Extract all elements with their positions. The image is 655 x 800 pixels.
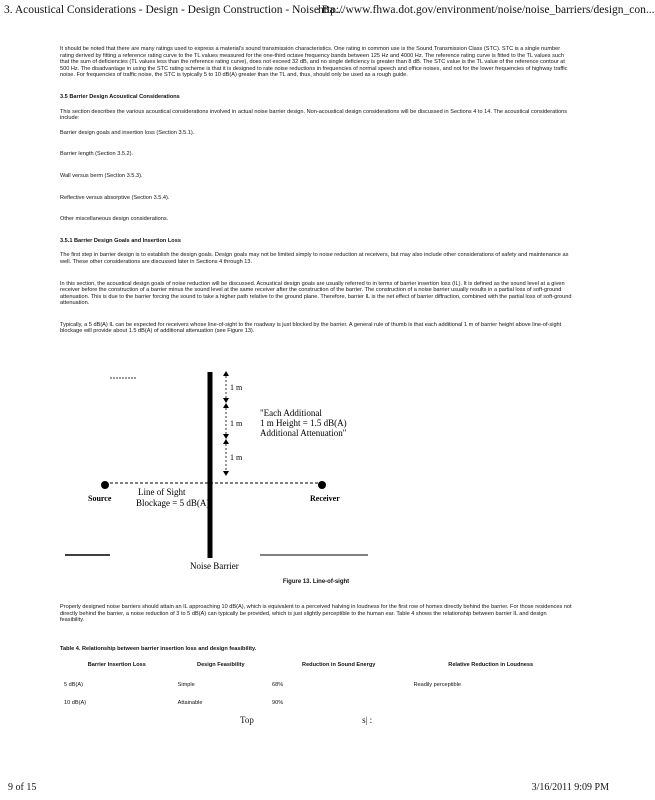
- page-header: [0, 4, 655, 20]
- table-cell: 5 dB(A): [64, 682, 83, 688]
- los-label: Blockage = 5 dB(A): [136, 498, 210, 508]
- height-label: 1 m: [230, 383, 243, 392]
- table-header-row: [60, 662, 572, 676]
- table-cell: [409, 694, 572, 712]
- body-text: [60, 46, 572, 343]
- source-label: Source: [88, 494, 112, 503]
- arrow-icon: [223, 434, 229, 439]
- column-header: Barrier Insertion Loss: [87, 662, 146, 668]
- top-nav: [240, 715, 372, 725]
- table-cell: Simple: [177, 682, 195, 688]
- table-title: Table 4. Relationship between barrier insertion loss and design feasibility.: [60, 646, 257, 652]
- height-label: 1 m: [230, 453, 243, 462]
- table-cell: Readily perceptible: [413, 682, 462, 688]
- column-header: Reduction in Sound Energy: [302, 662, 376, 668]
- table-row: [60, 676, 572, 694]
- list-item[interactable]: Reflective versus absorptive (Section 3.5.4).: [60, 194, 170, 201]
- insertion-loss-paragraph: In this section, the acoustical design goals of noise reduction will be discussed. Acoustical design goals are usually referred to in terms of barrier insertion loss (IL). It is defined as the sound level at a given receiver before the construction of a barrier minus the sound level at the same receiver after the construction of the barrier. The construction of a noise barrier usually results in a partial loss of soft-ground attenuation. This is due to the barrier forcing the sound to take a higher path relative to the ground plane. Therefore, barrier IL is the net effect of barrier diffraction, combined with the partial loss of soft-ground attenuation.: [60, 280, 572, 307]
- source-dot: [101, 481, 109, 489]
- section-heading-3-5: 3.5 Barrier Design Acoustical Considerations: [60, 93, 180, 100]
- section-heading-3-5-1: 3.5.1 Barrier Design Goals and Insertion Loss: [60, 237, 181, 244]
- design-goals-paragraph: The first step in barrier design is to establish the design goals. Design goals may not be limited simply to noise reduction at receivers, but may also include other considerations of safety and maintenance as well. These other considerations are discussed later in Sections 4 through 13.: [60, 252, 569, 265]
- page-title: 3. Acoustical Considerations - Design - Design Construction - Noise Ba...: [4, 4, 344, 16]
- page-count: 9 of 15: [8, 782, 37, 793]
- list-item[interactable]: Barrier length (Section 3.5.2).: [60, 151, 134, 158]
- annotation-line: 1 m Height = 1.5 dB(A): [260, 418, 347, 428]
- annotation-line: Additional Attenuation": [260, 428, 347, 438]
- arrow-icon: [223, 439, 229, 444]
- receiver-dot: [318, 481, 326, 489]
- table-row: [60, 694, 572, 712]
- table-cell: 68%: [271, 682, 284, 688]
- nav-link[interactable]: s| :: [362, 715, 373, 725]
- top-link[interactable]: Top: [240, 715, 254, 725]
- column-header: Design Feasibility: [197, 662, 245, 668]
- rule-of-thumb-paragraph: Typically, a 5 dB(A) IL can be expected for receivers whose line-of-sight to the roadway is just blocked by the barrier. A general rule of thumb is that each additional 1 m of barrier height above line-of-sight blockage will provide about 1.5 dB(A) of additional attenuation (see Figure 13).: [60, 321, 562, 335]
- figure-13: [60, 368, 572, 590]
- stc-paragraph: It should be noted that there are many ratings used to express a material's sound transmission characteristics. One rating in common use is the Sound Transmission Class (STC). STC is a single number rating derived by fitting a reference rating curve to the TL values measured for the one-third octave frequency bands between 125 Hz and 4000 Hz. The reference rating curve is fitted to the TL values such that the sum of deficiencies (TL values less than the reference rating curve), does not exceed 32 dB, and no single deficiency is greater than 8 dB. The STC value is the TL value of the reference contour at 500 Hz. The disadvantage in using the STC rating scheme is that it is designed to rate noise reductions in frequencies of normal speech and office noises, and not for the lower frequencies of highway traffic noise. For frequencies of traffic noise, the STC is typically 5 to 10 dB(A) greater than the TL and, thus, should only be used as a rough guide.: [60, 46, 568, 79]
- height-label: 1 m: [230, 419, 243, 428]
- figure-caption: Figure 13. Line-of-sight: [282, 579, 350, 585]
- list-item[interactable]: Wall versus berm (Section 3.5.3).: [60, 172, 143, 179]
- feasibility-paragraph: Properly designed noise barriers should attain an IL approaching 10 dB(A), which is equivalent to a perceived halving in loudness for the first row of homes directly behind the barrier. For those residences not directly behind the barrier, a noise reduction of 3 to 5 dB(A) can typically be provided, which is just slightly perceptible to the human ear. Table 4 shows the relationship between barrier IL and design feasibility.: [60, 604, 572, 624]
- intro-paragraph: This section describes the various acoustical considerations involved in actual noise barrier design. Non-acoustical design considerations will be discussed in Sections 4 to 14. The acoustical considerations include:: [60, 108, 568, 122]
- arrow-icon: [223, 403, 229, 408]
- list-item: Other miscellaneous design considerations.: [60, 216, 169, 223]
- barrier-label: Noise Barrier: [190, 561, 239, 571]
- table-cell: Attainable: [177, 700, 203, 706]
- arrow-icon: [223, 371, 229, 376]
- column-header: Relative Reduction in Loudness: [448, 662, 534, 668]
- line-of-sight-diagram: [60, 368, 572, 590]
- los-label: Line of Sight: [138, 487, 186, 497]
- receiver-label: Receiver: [310, 494, 340, 503]
- list-item[interactable]: Barrier design goals and insertion loss (Section 3.5.1).: [60, 129, 195, 136]
- arrow-icon: [223, 471, 229, 476]
- table-cell: 90%: [271, 700, 284, 706]
- feasibility-table: [60, 662, 572, 712]
- annotation-line: "Each Additional: [260, 408, 322, 418]
- page-url[interactable]: http://www.fhwa.dot.gov/environment/noise/noise_barriers/design_con...: [318, 4, 655, 16]
- arrow-icon: [223, 398, 229, 403]
- print-timestamp: 3/16/2011 9:09 PM: [531, 782, 609, 793]
- table-cell: 10 dB(A): [64, 700, 87, 706]
